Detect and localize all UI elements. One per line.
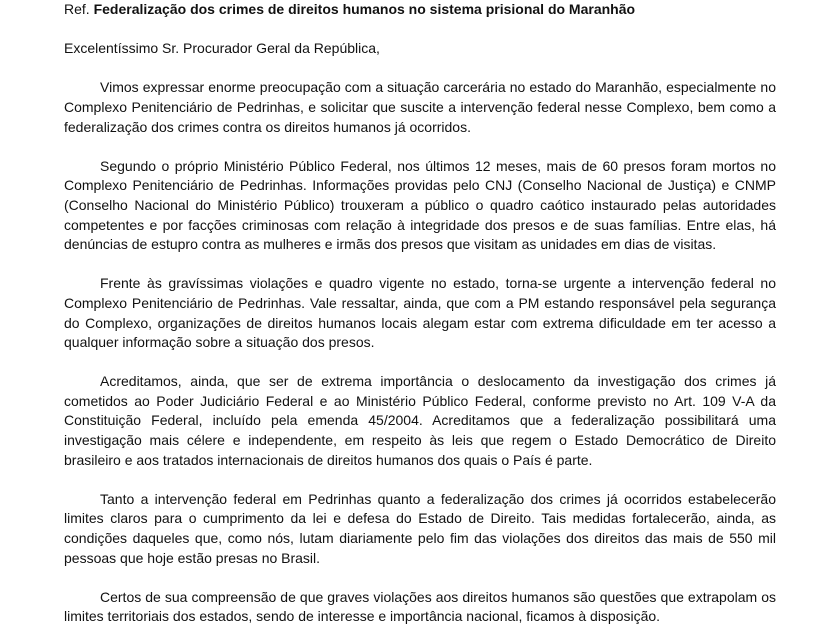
letter-document (64, 0, 776, 627)
body-paragraph-3: Frente às gravíssimas violações e quadro vigente no estado, torna-se urgente a intervenção federal no Complexo Penitenciário de Pedrinhas. Vale ressaltar, ainda, que com a PM estando responsável pela segurança do Complexo, organizações de direitos humanos locais alegam estar com extrema dificuldade em ter acesso a qualquer informação sobre a situação dos presos. (64, 275, 776, 351)
reference-line (64, 0, 776, 20)
body-paragraph-4: Acreditamos, ainda, que ser de extrema importância o deslocamento da investigação dos crimes já cometidos ao Poder Judiciário Federal e ao Ministério Público Federal, conforme previsto no Art. 109 V-A da Constituição Federal, incluído pela emenda 45/2004. Acreditamos que a federalização possibilitará uma investigação mais célere e independente, em respeito às leis que regem o Estado Democrático de Direito brasileiro e aos tratados internacionais de direitos humanos dos quais o País é parte. (64, 373, 776, 468)
body-paragraph-2: Segundo o próprio Ministério Público Federal, nos últimos 12 meses, mais de 60 presos foram mortos no Complexo Penitenciário de Pedrinhas. Informações providas pelo CNJ (Conselho Nacional de Justiça) e CNMP (Conselho Nacional do Ministério Público) trouxeram a público o quadro caótico instaurado pelas autoridades competentes e por facções criminosas com relação à integridade dos presos e de suas famílias. Entre elas, há denúncias de estupro contra as mulheres e irmãs dos presos que visitam as unidades em dias de visitas. (64, 157, 776, 253)
body-paragraph-1: Vimos expressar enorme preocupação com a situação carcerária no estado do Maranhão, especialmente no Complexo Penitenciário de Pedrinhas, e solicitar que suscite a intervenção federal nesse Complexo, bem como a federalização dos crimes contra os direitos humanos já ocorridos. (64, 79, 776, 135)
salutation: Excelentíssimo Sr. Procurador Geral da República, (64, 40, 380, 57)
body-paragraph-6: Certos de sua compreensão de que graves violações aos direitos humanos são questões que extrapolam os limites territoriais dos estados, sendo de interesse e importância nacional, ficamos à disposição. (64, 588, 776, 625)
reference-title: Federalização dos crimes de direitos humanos no sistema prisional do Maranhão (93, 1, 636, 17)
reference-prefix: Ref. (64, 1, 90, 17)
body-paragraph-5: Tanto a intervenção federal em Pedrinhas quanto a federalização dos crimes já ocorridos estabelecerão limites claros para o cumprimento da lei e defesa do Estado de Direito. Tais medidas fortalecerão, ainda, as condições daqueles que, como nós, lutam diariamente pelo fim das violações dos direitos das mais de 550 mil pessoas que hoje estão presas no Brasil. (64, 490, 776, 566)
